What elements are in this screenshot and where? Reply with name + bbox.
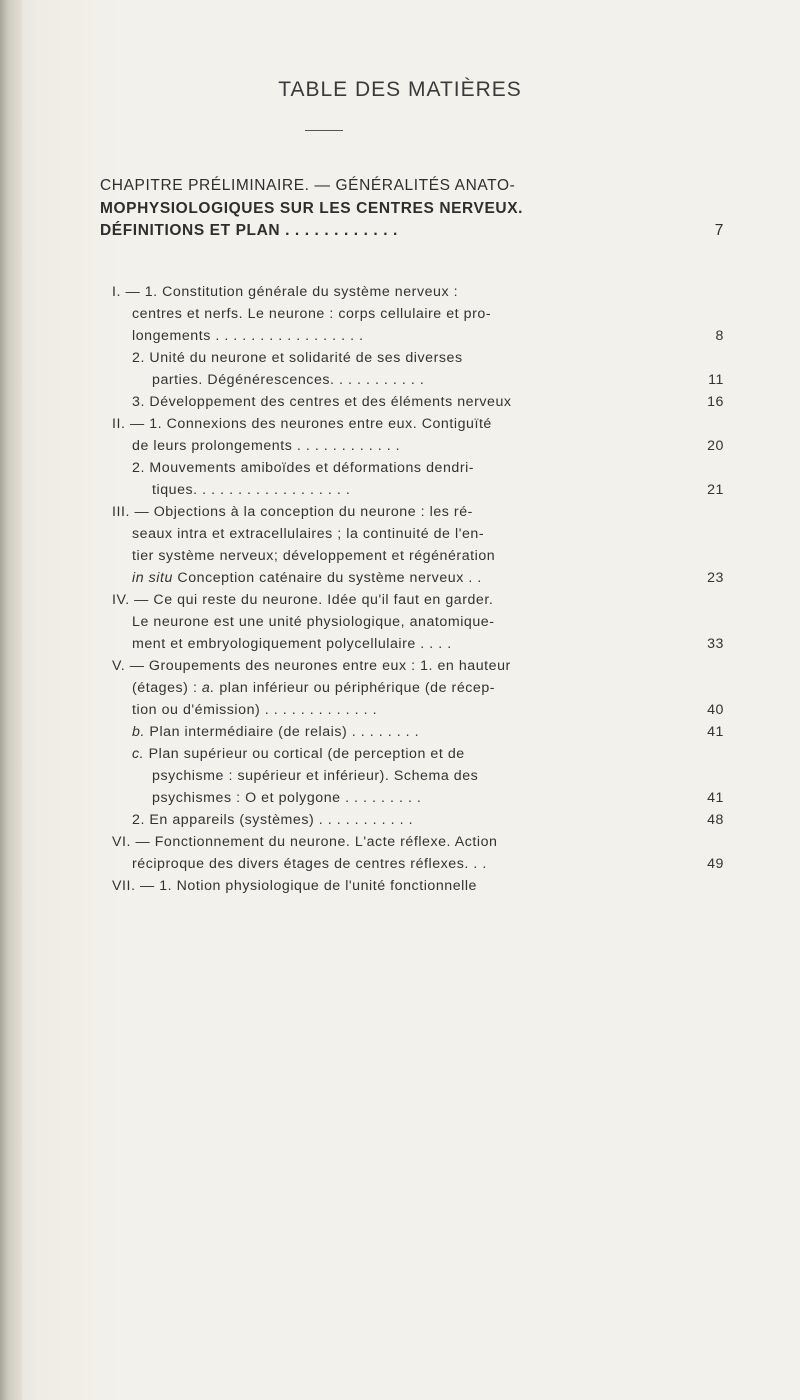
italic-term: a. bbox=[201, 680, 215, 696]
toc-page-number: 21 bbox=[707, 482, 724, 498]
toc-line-text: Le neurone est une unité physiologique, anatomique- bbox=[132, 614, 495, 630]
toc-line-text: tion ou d'émission) . . . . . . . . . . . . . bbox=[132, 702, 378, 718]
toc-line-text: III. — Objections à la conception du neurone : les ré- bbox=[112, 504, 473, 520]
toc-line bbox=[0, 391, 800, 413]
toc-line-text: 3. Développement des centres et des éléments nerveux bbox=[132, 394, 512, 410]
toc-page-number: 23 bbox=[707, 570, 724, 586]
toc-line-text: seaux intra et extracellulaires ; la continuité de l'en- bbox=[132, 526, 485, 542]
toc-line-rest: plan inférieur ou périphérique (de récep- bbox=[214, 680, 496, 696]
italic-term: b. bbox=[132, 724, 145, 740]
page-title: TABLE DES MATIÈRES bbox=[278, 78, 522, 101]
toc-line bbox=[0, 457, 800, 479]
toc-page-number: 20 bbox=[707, 438, 724, 454]
toc-line-text: I. — 1. Constitution générale du système nerveux : bbox=[112, 284, 459, 300]
chapter-line-3-text: DÉFINITIONS ET PLAN . . . . . . . . . . . . bbox=[100, 222, 398, 239]
italic-term: in situ bbox=[132, 570, 173, 586]
toc-line-text: 2. Unité du neurone et solidarité de ses diverses bbox=[132, 350, 463, 366]
toc-line bbox=[0, 545, 800, 567]
toc-line bbox=[0, 875, 800, 897]
toc-line-rest: Conception caténaire du système nerveux . . bbox=[172, 570, 482, 586]
toc-line-rest: Plan intermédiaire (de relais) . . . . . . . . bbox=[144, 724, 420, 740]
toc-line bbox=[0, 523, 800, 545]
toc-line bbox=[0, 325, 800, 347]
toc-line bbox=[0, 479, 800, 501]
toc-line bbox=[0, 721, 800, 743]
toc-line bbox=[0, 699, 800, 721]
toc-page-number: 41 bbox=[707, 724, 724, 740]
toc-line bbox=[0, 281, 800, 303]
title-rule bbox=[305, 130, 343, 131]
toc-line-text: parties. Dégénérescences. . . . . . . . . . . bbox=[152, 372, 425, 388]
toc-line-pre: (étages) : bbox=[132, 680, 202, 696]
toc-line-rest: Plan supérieur ou cortical (de perception et de bbox=[144, 746, 465, 762]
toc-line bbox=[0, 413, 800, 435]
toc-line-text: II. — 1. Connexions des neurones entre eux. Contiguïté bbox=[112, 416, 492, 432]
toc-page-number: 11 bbox=[708, 372, 724, 388]
toc-line bbox=[0, 809, 800, 831]
toc-line bbox=[0, 831, 800, 853]
toc-line bbox=[0, 369, 800, 391]
toc-line bbox=[0, 787, 800, 809]
toc-line bbox=[0, 589, 800, 611]
toc-line-text bbox=[132, 677, 495, 699]
toc-line bbox=[0, 303, 800, 325]
toc-line bbox=[0, 765, 800, 787]
toc-line bbox=[0, 655, 800, 677]
toc-line-text: tier système nerveux; développement et régénération bbox=[132, 548, 496, 564]
toc-line-text: IV. — Ce qui reste du neurone. Idée qu'il faut en garder. bbox=[112, 592, 494, 608]
toc-page-number: 33 bbox=[707, 636, 724, 652]
toc-line-text: ment et embryologiquement polycellulaire . . . . bbox=[132, 636, 452, 652]
toc-line-text: V. — Groupements des neurones entre eux : 1. en hauteur bbox=[112, 658, 511, 674]
toc-page-number: 40 bbox=[707, 702, 724, 718]
toc-page-number: 49 bbox=[707, 856, 724, 872]
toc-page-number: 48 bbox=[707, 812, 724, 828]
toc-line bbox=[0, 501, 800, 523]
toc-line-text: tiques. . . . . . . . . . . . . . . . . . bbox=[152, 482, 351, 498]
toc-line-text: 2. Mouvements amiboïdes et déformations dendri- bbox=[132, 460, 475, 476]
toc-line bbox=[0, 853, 800, 875]
toc-line-text bbox=[132, 567, 482, 589]
toc-line bbox=[0, 435, 800, 457]
chapter-line-1: CHAPITRE PRÉLIMINAIRE. — GÉNÉRALITÉS ANATO- bbox=[100, 177, 516, 194]
chapter-line-3 bbox=[100, 220, 725, 243]
toc-line-text: centres et nerfs. Le neurone : corps cellulaire et pro- bbox=[132, 306, 492, 322]
toc-line-text: VII. — 1. Notion physiologique de l'unité fonctionnelle bbox=[112, 878, 477, 894]
toc-line-text: psychismes : O et polygone . . . . . . . . . bbox=[152, 790, 422, 806]
italic-term: c. bbox=[132, 746, 145, 762]
toc-line-text bbox=[132, 721, 419, 743]
toc-line-text: psychisme : supérieur et inférieur). Schema des bbox=[152, 768, 479, 784]
toc-page-number: 16 bbox=[707, 394, 724, 410]
toc-line-text: longements . . . . . . . . . . . . . . . . . bbox=[132, 328, 364, 344]
toc-line bbox=[0, 677, 800, 699]
chapter-page-number: 7 bbox=[714, 222, 724, 239]
toc-line bbox=[0, 347, 800, 369]
toc-line-text: 2. En appareils (systèmes) . . . . . . . . . . . bbox=[132, 812, 414, 828]
toc-line-text: réciproque des divers étages de centres réflexes. . . bbox=[132, 856, 487, 872]
toc-line bbox=[0, 633, 800, 655]
toc-page-number: 8 bbox=[715, 328, 724, 344]
toc-line bbox=[0, 611, 800, 633]
chapter-heading bbox=[100, 175, 725, 243]
toc-line-text: de leurs prolongements . . . . . . . . . . . . bbox=[132, 438, 401, 454]
toc-line bbox=[0, 567, 800, 589]
toc-page-number: 41 bbox=[707, 790, 724, 806]
toc-line-text bbox=[132, 743, 465, 765]
toc-line bbox=[0, 743, 800, 765]
chapter-line-2: MOPHYSIOLOGIQUES SUR LES CENTRES NERVEUX. bbox=[100, 199, 524, 217]
toc-line-text: VI. — Fonctionnement du neurone. L'acte réflexe. Action bbox=[112, 834, 498, 850]
